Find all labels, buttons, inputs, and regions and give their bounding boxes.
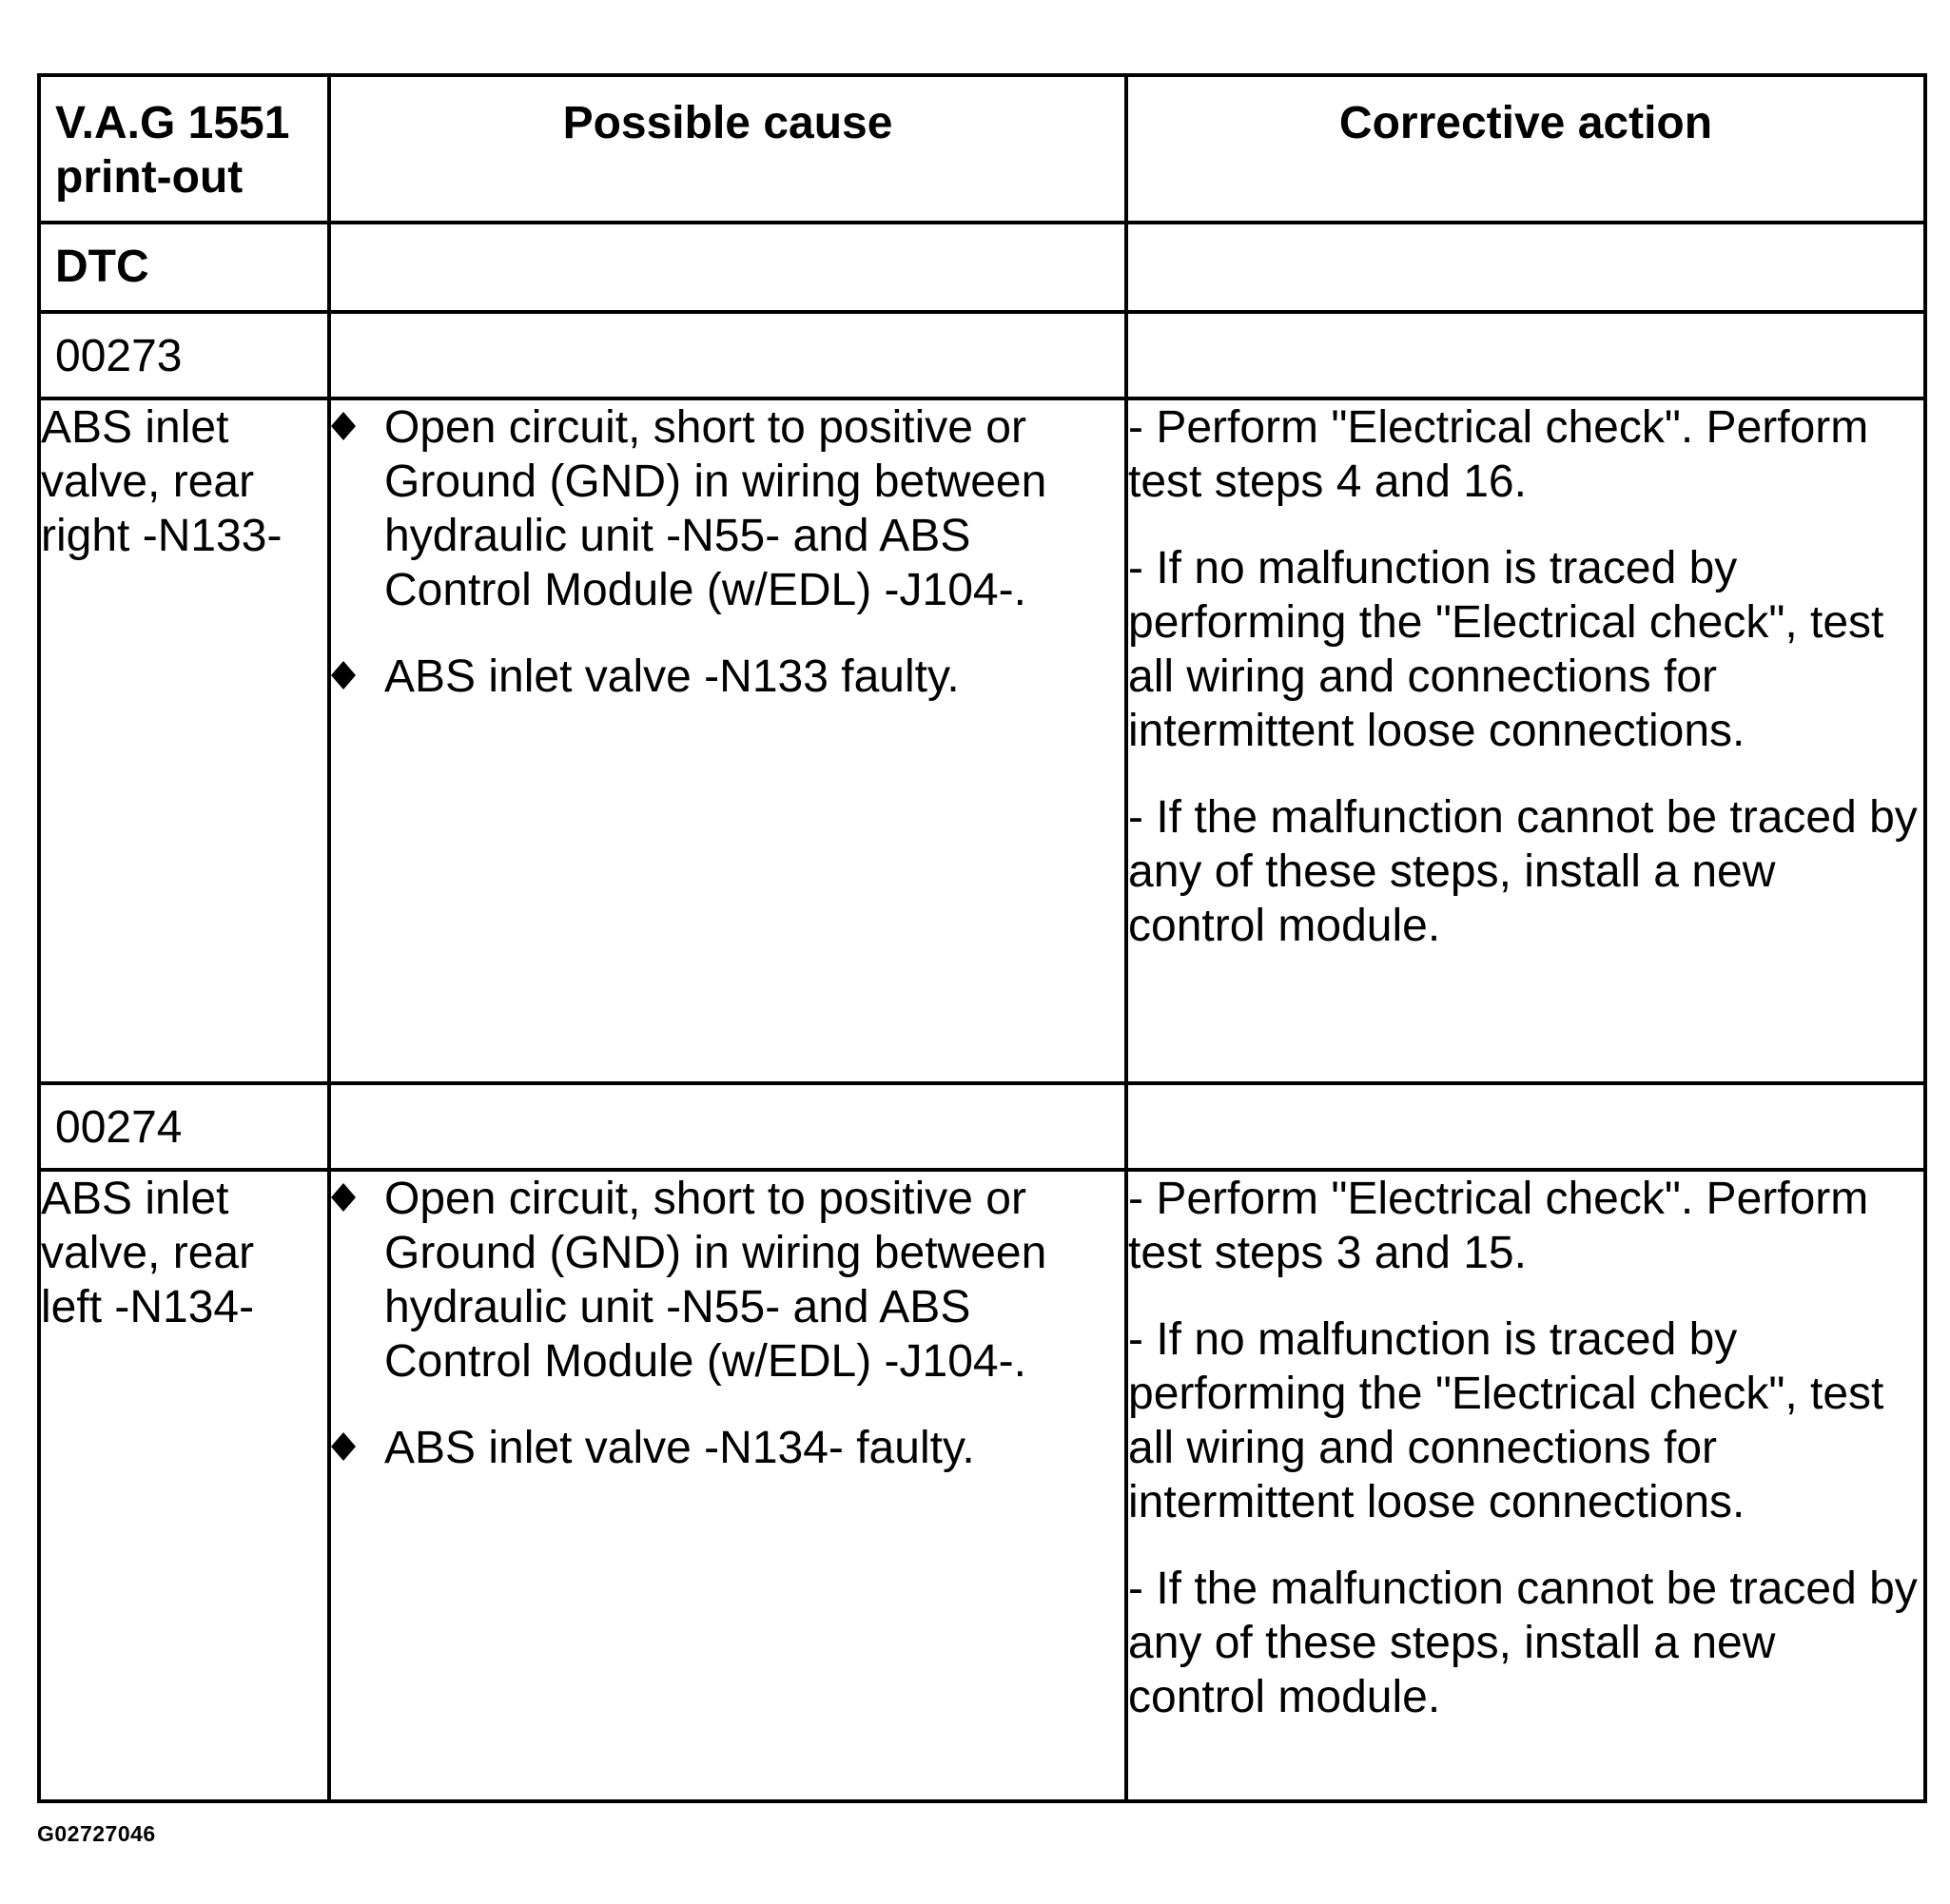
code-row <box>39 312 1925 398</box>
diamond-bullet-icon <box>331 412 356 440</box>
entry-row <box>39 1170 1925 1801</box>
component-name: ABS inlet valve, rear left -N134- <box>39 1170 329 1801</box>
cause-item <box>331 1172 1124 1389</box>
dtc-label: DTC <box>39 223 329 312</box>
code-row <box>39 1083 1925 1170</box>
action-text: - Perform "Electrical check". Perform test steps 3 and 15. <box>1128 1174 1869 1278</box>
header-possible-cause: Possible cause <box>329 75 1126 223</box>
dtc-table <box>37 73 1927 1803</box>
cause-item <box>331 400 1124 617</box>
dtc-code: 00274 <box>39 1083 329 1170</box>
possible-causes <box>329 1170 1126 1801</box>
action-text: - If no malfunction is traced by performing the "Electrical check", test all wiring and connections for intermittent loose connections. <box>1128 1314 1884 1527</box>
dtc-label-row <box>39 223 1925 312</box>
empty-cell <box>1126 1083 1925 1170</box>
header-printout: V.A.G 1551 print-out <box>39 75 329 223</box>
action-text: - If the malfunction cannot be traced by any of these steps, install a new control module. <box>1128 792 1918 951</box>
diamond-bullet-icon <box>331 1183 356 1212</box>
corrective-actions <box>1126 1170 1925 1801</box>
cause-text: Open circuit, short to positive or Ground (GND) in wiring between hydraulic unit -N55- and ABS Control Module (w/EDL) -J104-. <box>384 1174 1047 1387</box>
action-text: - If no malfunction is traced by performing the "Electrical check", test all wiring and connections for intermittent loose connections. <box>1128 543 1884 756</box>
cause-text: ABS inlet valve -N134- faulty. <box>384 1423 975 1473</box>
header-corrective-action: Corrective action <box>1126 75 1925 223</box>
cause-text: Open circuit, short to positive or Ground (GND) in wiring between hydraulic unit -N55- and ABS Control Module (w/EDL) -J104-. <box>384 402 1047 615</box>
possible-causes <box>329 398 1126 1083</box>
diamond-bullet-icon <box>331 1432 356 1461</box>
empty-cell <box>329 1083 1126 1170</box>
figure-id: G02727046 <box>37 1821 156 1846</box>
dtc-code: 00273 <box>39 312 329 398</box>
empty-cell <box>329 223 1126 312</box>
action-text: - If the malfunction cannot be traced by any of these steps, install a new control module. <box>1128 1564 1918 1722</box>
empty-cell <box>1126 223 1925 312</box>
cause-text: ABS inlet valve -N133 faulty. <box>384 651 960 702</box>
empty-cell <box>329 312 1126 398</box>
component-name: ABS inlet valve, rear right -N133- <box>39 398 329 1083</box>
corrective-actions <box>1126 398 1925 1083</box>
empty-cell <box>1126 312 1925 398</box>
cause-item <box>331 1421 1124 1475</box>
diamond-bullet-icon <box>331 661 356 690</box>
action-text: - Perform "Electrical check". Perform test steps 4 and 16. <box>1128 402 1869 507</box>
entry-row <box>39 398 1925 1083</box>
cause-item <box>331 650 1124 704</box>
header-row <box>39 75 1925 223</box>
